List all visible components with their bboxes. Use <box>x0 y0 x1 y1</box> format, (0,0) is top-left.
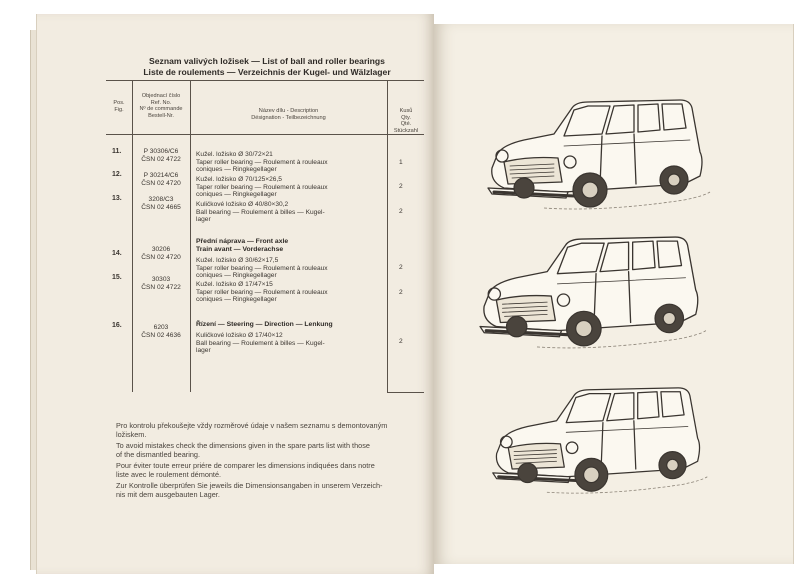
row-qty: 2 <box>399 208 403 215</box>
section-front-axle: Přední náprava — Front axle Train avant — Vorderachse <box>196 238 289 253</box>
row-ref: P 30214/C6 ČSN 02 4720 <box>141 172 181 187</box>
note-french: Pour éviter toute erreur priére de comparer les dimensions indiquées dans notre liste avec le roulement démonté. <box>116 461 375 479</box>
note-german: Zur Kontrolle überprüfen Sie jeweils die Dimensionsangaben in unserem Verzeich- nis mit dem ausgebauten Lager. <box>116 481 383 499</box>
row-desc: Kužel. ložisko Ø 70/125×26,5 Taper roller bearing — Roulement à rouleaux coniques — Ringkegellager <box>196 176 328 199</box>
row-desc: Kuličkové ložisko Ø 40/80×30,2 Ball bearing — Roulement à billes — Kugel- lager <box>196 201 325 224</box>
row-ref: 3208/C3 ČSN 02 4665 <box>141 196 181 211</box>
col-header-desc: Název dílu - Description Désignation - Teilbezeichnung <box>251 108 326 121</box>
row-pos: 15. <box>112 274 122 281</box>
table-bottom-rule <box>387 392 424 393</box>
row-pos: 16. <box>112 322 122 329</box>
row-desc: Kuličkové ložisko Ø 17/40×12 Ball bearing — Roulement à billes — Kugel- lager <box>196 332 325 355</box>
col-divider-1 <box>132 80 133 392</box>
row-pos: 12. <box>112 171 122 178</box>
row-qty: 2 <box>399 264 403 271</box>
section-steering: Řízení — Steering — Direction — Lenkung <box>196 321 333 328</box>
col-header-qty: Kusů Qty. Qté. Stückzahl <box>393 108 419 134</box>
table-top-rule <box>106 80 424 81</box>
row-qty: 2 <box>399 289 403 296</box>
title-line-2: Liste de roulements — Verzeichnis der Kugel- und Wälzlager <box>143 67 391 77</box>
car-illustration-1 <box>484 96 716 214</box>
row-pos: 14. <box>112 250 122 257</box>
col-divider-2 <box>190 80 191 392</box>
row-ref: 6203 ČSN 02 4636 <box>141 324 181 339</box>
row-qty: 1 <box>399 159 403 166</box>
row-desc: Kužel. ložisko Ø 17/47×15 Taper roller bearing — Roulement à rouleaux coniques — Ringkegellager <box>196 281 328 304</box>
row-ref: P 30306/C6 ČSN 02 4722 <box>141 148 181 163</box>
row-ref: 30303 ČSN 02 4722 <box>141 276 181 291</box>
row-desc: Kužel. ložisko Ø 30/62×17,5 Taper roller bearing — Roulement à rouleaux coniques — Ringkegellager <box>196 257 328 280</box>
page-title <box>122 56 412 78</box>
note-english: To avoid mistakes check the dimensions given in the spare parts list with those of the dismantled bearing. <box>116 441 370 459</box>
title-line-1: Seznam valivých ložisek — List of ball and roller bearings <box>149 56 385 66</box>
table-header-rule <box>106 134 424 135</box>
note-czech: Pro kontrolu překoušejte vždy rozměrové údaje v našem seznamu s demontovaným ložiskem. <box>116 421 388 439</box>
row-pos: 13. <box>112 195 122 202</box>
row-desc: Kužel. ložisko Ø 30/72×21 Taper roller bearing — Roulement à rouleaux coniques — Ringkegellager <box>196 151 328 174</box>
col-header-pos: Pos. Fig. <box>113 100 125 113</box>
col-header-ref: Objednací číslo Ref. No. Nº de commande Bestell-Nr. <box>139 93 183 119</box>
row-qty: 2 <box>399 183 403 190</box>
row-qty: 2 <box>399 338 403 345</box>
car-illustration-3 <box>488 384 714 498</box>
car-illustration-2 <box>476 232 712 354</box>
row-pos: 11. <box>112 148 122 155</box>
row-ref: 30206 ČSN 02 4720 <box>141 246 181 261</box>
